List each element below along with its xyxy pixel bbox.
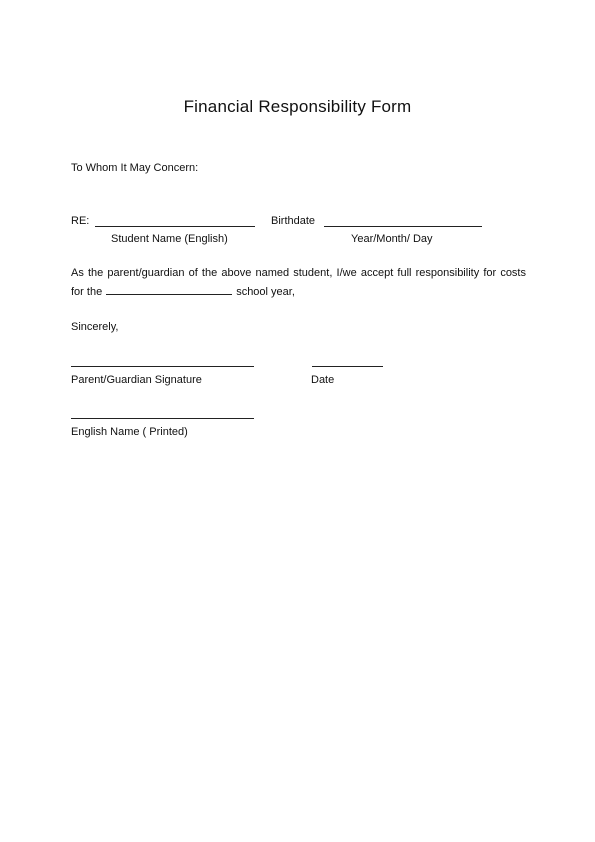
re-label: RE: [71,215,90,227]
date-label: Date [311,374,335,386]
student-name-caption: Student Name (English) [111,233,228,245]
responsibility-statement [71,264,526,302]
statement-text-part2: school year, [236,286,295,298]
student-name-blank[interactable] [95,226,255,227]
date-line[interactable] [312,366,383,367]
date-format-caption: Year/Month/ Day [351,233,433,245]
closing: Sincerely, [71,321,119,333]
form-title: Financial Responsibility Form [183,97,412,116]
parent-signature-line[interactable] [71,366,254,367]
statement-text-part1: As the parent/guardian of the above named student, I/we accept full responsibility for costs for the [71,267,526,298]
salutation: To Whom It May Concern: [71,162,199,174]
printed-name-label: English Name ( Printed) [71,426,188,438]
birthdate-label: Birthdate [271,215,316,227]
school-year-blank[interactable] [106,294,232,295]
printed-name-line[interactable] [71,418,254,419]
birthdate-blank[interactable] [324,226,482,227]
parent-signature-label: Parent/Guardian Signature [71,374,202,386]
